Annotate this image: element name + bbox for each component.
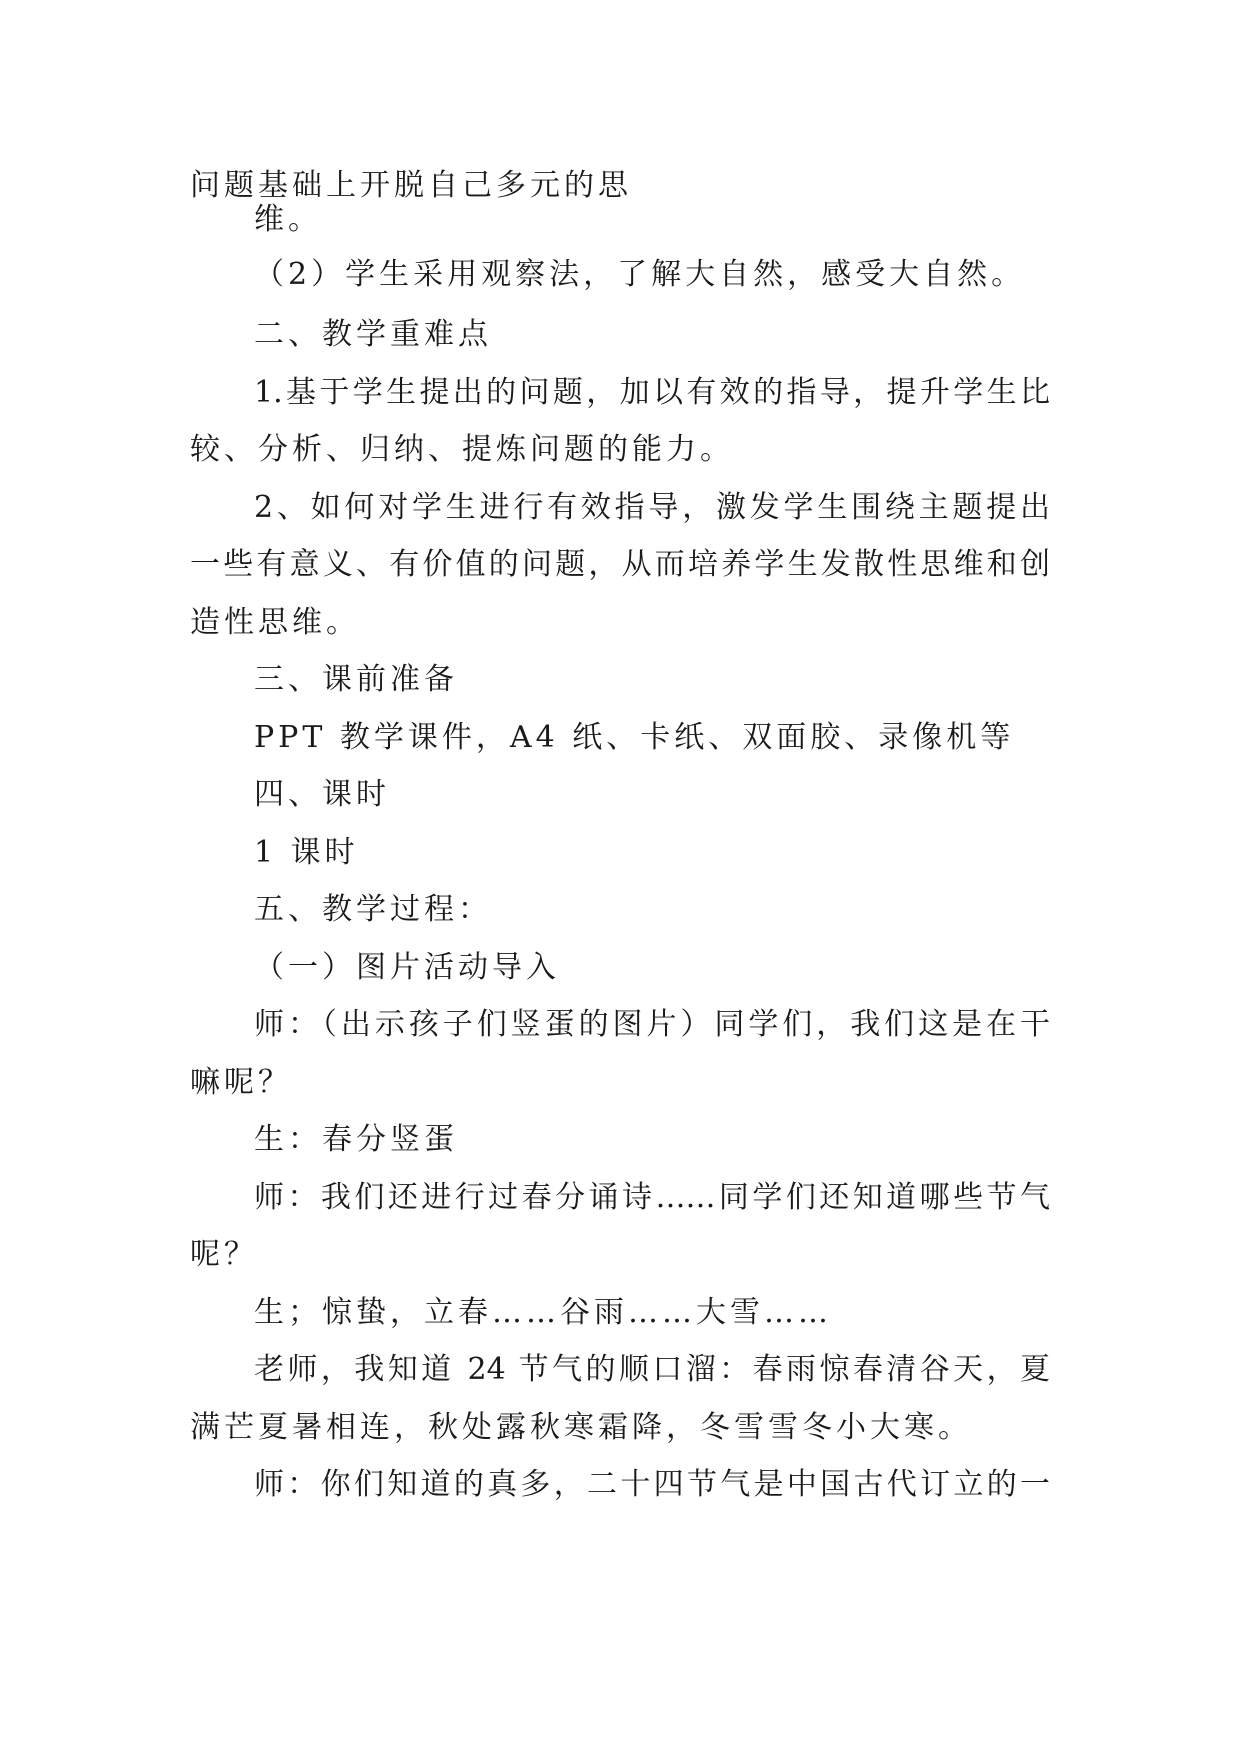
text-line: 满芒夏暑相连，秋处露秋寒霜降，冬雪雪冬小大寒。	[190, 1410, 972, 1445]
text-line: 嘛呢？	[190, 1065, 292, 1100]
text-line: 1 课时	[254, 835, 359, 870]
text-line: 1.基于学生提出的问题，加以有效的指导，提升学生比	[254, 375, 1050, 410]
text-line: 维。	[254, 202, 322, 237]
text-line: 生；惊蛰，立春……谷雨……大雪……	[254, 1295, 832, 1330]
section-heading: 四、课时	[254, 777, 390, 812]
text-line: 2、如何对学生进行有效指导，激发学生围绕主题提出	[254, 490, 1050, 525]
text-line: PPT 教学课件，A4 纸、卡纸、双面胶、录像机等	[254, 720, 1015, 755]
text-line: 生：春分竖蛋	[254, 1122, 458, 1157]
section-heading: 三、课前准备	[254, 662, 458, 697]
section-heading: 二、教学重难点	[254, 317, 492, 352]
text-line: 呢？	[190, 1237, 258, 1272]
text-line: 师：（出示孩子们竖蛋的图片）同学们，我们这是在干	[254, 1007, 1050, 1042]
section-heading: 五、教学过程：	[254, 892, 492, 927]
text-line: 老师，我知道 24 节气的顺口溜：春雨惊春清谷天，夏	[254, 1352, 1050, 1387]
text-line: 造性思维。	[190, 605, 360, 640]
text-line: 一些有意义、有价值的问题，从而培养学生发散性思维和创	[190, 547, 1050, 582]
text-line: 问题基础上开脱自己多元的思	[190, 168, 632, 203]
text-line: 师：你们知道的真多，二十四节气是中国古代订立的一	[254, 1467, 1050, 1502]
text-line: 师：我们还进行过春分诵诗……同学们还知道哪些节气	[254, 1180, 1050, 1215]
subsection-heading: （一）图片活动导入	[254, 950, 560, 985]
text-line: （2）学生采用观察法，了解大自然，感受大自然。	[254, 257, 1026, 292]
text-line: 较、分析、归纳、提炼问题的能力。	[190, 432, 734, 467]
